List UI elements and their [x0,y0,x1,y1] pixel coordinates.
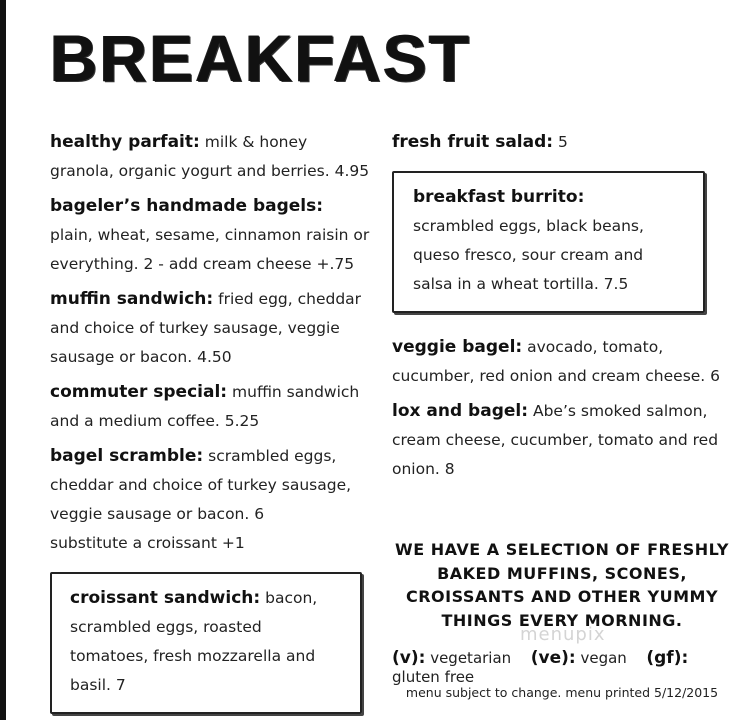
right-column [392,128,732,490]
legend-label-vegetarian: vegetarian [430,649,512,667]
legend-key-gluten-free: (gf): [646,648,689,668]
legend-key-vegan: (ve): [530,648,576,668]
menu-title: BREAKFAST [50,21,472,95]
item-desc: bacon, scrambled eggs, roasted tomatoes, fresh mozzarella and basil. 7 [70,589,318,694]
item-name: veggie bagel: [392,337,523,357]
watermark: menupix [520,624,606,645]
item-name: breakfast burrito: [413,187,585,207]
bakery-notice: WE HAVE A SELECTION OF FRESHLY BAKED MUFFINS, SCONES, CROISSANTS AND OTHER YUMMY THINGS EVERY MORNING. [395,540,729,630]
left-edge-rule [0,0,6,720]
item-desc: scrambled eggs, black beans, queso fresco, sour cream and salsa in a wheat tortilla. 7.5 [413,217,644,293]
item-desc: milk & honey granola, organic yogurt and berries. 4.95 [50,133,370,180]
legend-key-vegetarian: (v): [392,648,426,668]
item-extra: substitute a croissant +1 [50,534,245,552]
item-name: commuter special: [50,382,228,402]
item-desc: muffin sandwich and a medium coffee. 5.25 [50,383,360,430]
menu-item-muffin-sandwich [50,285,370,372]
item-desc: Abe’s smoked salmon, cream cheese, cucumber, tomato and red onion. 8 [392,402,719,478]
item-name: healthy parfait: [50,132,200,152]
menu-item-lox-and-bagel [392,397,732,484]
menu-item-veggie-bagel [392,333,732,391]
left-column [50,128,370,720]
dietary-legend [392,648,732,686]
item-name: croissant sandwich: [70,588,261,608]
item-desc: plain, wheat, sesame, cinnamon raisin or everything. 2 - add cream cheese +.75 [50,226,370,273]
menu-item-fresh-fruit-salad [392,128,732,157]
item-desc: fried egg, cheddar and choice of turkey sausage, veggie sausage or bacon. 4.50 [50,290,362,366]
item-desc: avocado, tomato, cucumber, red onion and cream cheese. 6 [392,338,721,385]
menu-item-healthy-parfait [50,128,370,186]
menu-item-commuter-special [50,378,370,436]
item-name: lox and bagel: [392,401,529,421]
menu-item-bagel-scramble [50,442,370,558]
legend-label-vegan: vegan [580,649,627,667]
item-name: bageler’s handmade bagels: [50,196,324,216]
menu-item-handmade-bagels [50,192,370,279]
item-desc: 5 [558,133,568,151]
item-name: muffin sandwich: [50,289,214,309]
legend-label-gluten-free: gluten free [392,668,475,686]
item-name: bagel scramble: [50,446,204,466]
item-desc: scrambled eggs, cheddar and choice of turkey sausage, veggie sausage or bacon. 6 [50,447,352,523]
menu-footnote: menu subject to change. menu printed 5/12/2015 [405,685,719,700]
menu-item-breakfast-burrito [392,171,705,313]
item-name: fresh fruit salad: [392,132,554,152]
menu-item-croissant-sandwich [50,572,362,714]
